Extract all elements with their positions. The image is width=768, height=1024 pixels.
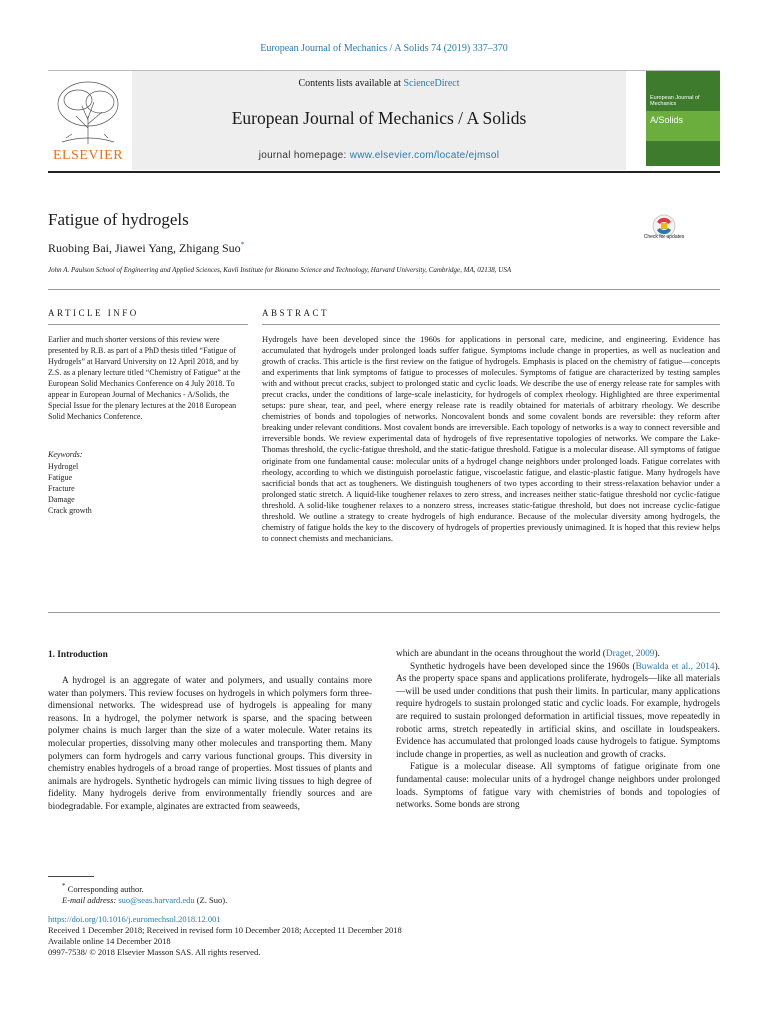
citation-link[interactable]: Draget, 2009 — [605, 649, 655, 659]
article-info-rule — [48, 324, 248, 325]
citation-link[interactable]: Buwalda et al., 2014 — [635, 661, 715, 672]
keywords-list — [48, 461, 92, 516]
article-info-heading: ARTICLE INFO — [48, 308, 139, 318]
article-metadata — [48, 914, 402, 958]
corresponding-author-mark[interactable]: * — [240, 240, 245, 249]
footnote-rule — [48, 876, 94, 877]
intro-right-column — [396, 648, 720, 812]
intro-left-column — [48, 675, 372, 814]
keyword-item: Crack growth — [48, 506, 92, 515]
article-title: Fatigue of hydrogels — [48, 210, 189, 229]
abstract-text: Hydrogels have been developed since the 1960s for applications in personal care, medicine, and engineering. Evidence has accumulated that hydrogels under prolonged loads suffer fatigue. Symptoms include change in properties, as well as nucleation and growth of cracks. This article is the first review on the fatigue of hydrogels. Emphasis is placed on the chemistry of fatigue—concepts and experiments that link symptoms of fatigue to processes of molecules. Symptoms of fatigue are characterized by testing samples with and without precut cracks, subject to prolonged static and cyclic loads. We describe the use of energy release rate for samples with precut cracks, under the conditions of large-scale inelasticity, for hydrogels of complex rheology. Highlighted are three experimental setups: pure shear, tear, and peel, where energy release rate is readily obtained for materials of arbitrary rheology. We describe chemistries of bonds and topologies of networks. Noncovalent bonds and some covalent bonds are reversible: they reform after breaking under relevant conditions. Most covalent bonds are irreversible. Each topology of networks is a way to connect reversible and irreversible bonds. We review experimental data of hydrogels of five representative topologies of networks. We compare the Lake-Thomas threshold, the cyclic-fatigue threshold, and the static-fatigue threshold. Fatigue is a molecular disease. All symptoms of fatigue originate from one fundamental cause: molecular units of a hydrogel change neighbors under prolonged loads. Fatigue correlates with rheology, according to which we distinguish poroelastic fatigue, viscoelastic fatigue, and elastic-plastic fatigue. Many hydrogels have sacrificial bonds that act as tougheners. We distinguish tougheners of two types according to their stress-relaxation behavior under a prolonged static stretch. A liquid-like toughener relaxes to zero stress, and increases neither static-fatigue threshold nor cyclic-fatigue threshold. A solid-like toughener relaxes to a nonzero stress, increases static-fatigue threshold, but does not increase cyclic-fatigue threshold. We outline a strategy to create hydrogels of high endurance. Because of the molecular diversity among hydrogels, the chemistry of fatigue holds the key to the discovery of hydrogels of properties previously unimagined. It is hoped that this review helps to connect chemists and mechanicians. — [262, 334, 720, 543]
crossmark-label: Check for updates — [643, 234, 685, 240]
footnotes — [48, 881, 227, 906]
header-bottom-rule — [48, 171, 720, 173]
homepage-link[interactable]: www.elsevier.com/locate/ejmsol — [349, 150, 500, 161]
email-link[interactable]: suo@seas.harvard.edu — [118, 894, 195, 905]
intro-paragraph: Fatigue is a molecular disease. All symptoms of fatigue originate from one fundamental cause: molecular units of a hydrogel change neighbors under prolonged loads. Symptoms of fatigue vary with chemistries of bonds and topologies of networks. Some bonds are strong — [396, 762, 720, 811]
keyword-item: Fracture — [48, 484, 75, 493]
crossmark-icon[interactable] — [646, 212, 682, 248]
sciencedirect-link[interactable]: ScienceDirect — [403, 78, 460, 89]
intro-paragraph: which are abundant in the oceans throughout the world (Draget, 2009). — [396, 649, 660, 659]
keyword-item: Hydrogel — [48, 462, 79, 471]
available-online: Available online 14 December 2018 — [48, 936, 171, 946]
intro-paragraph: Synthetic hydrogels have been developed since the 1960s (Buwalda et al., 2014). As the property space spans and applications proliferate, hydrogels—like all materials—will be used under conditions that push their limits. In particular, many applications require hydrogels to sustain prolonged static and cyclic loads. For example, hydrogels are required to sustain prolonged deformation in artificial tissues, move repeatedly in robotic arms, stretch repeatedly in artificial skins, and oscillate in loudspeakers. Evidence has accumulated that prolonged loads cause hydrogels to fatigue. Symptoms include change in properties, as well as nucleation and growth of cracks. — [396, 661, 720, 760]
abstract-rule — [262, 324, 720, 325]
keyword-item: Damage — [48, 495, 75, 504]
intro-paragraph: A hydrogel is an aggregate of water and polymers, and usually contains more water than polymers. This review focuses on hydrogels in which polymers form three-dimensional networks. The widespread use of hydrogels is appealing for many reasons. In a hydrogel, the polymer network is sparse, and the spacing between polymer chains is much larger than the size of a water molecule. Water retains its molecular properties, dissolving many other molecules and transporting them. Many polymers can form hydrogels and carry various functional groups. This diversity in chemistry enables hydrogels of a broad range of properties. Most tissues of plants and animals are hydrogels. Synthetic hydrogels can mimic living tissues to high degree of fidelity. Many hydrogels derive from environmentally friendly sources and are biodegradable. For example, alginates are extracted from seaweeds, — [48, 676, 372, 812]
keyword-item: Fatigue — [48, 473, 72, 482]
received-dates: Received 1 December 2018; Received in revised form 10 December 2018; Accepted 11 December 2018 — [48, 925, 402, 935]
elsevier-wordmark: ELSEVIER — [52, 148, 124, 163]
doi-link[interactable]: https://doi.org/10.1016/j.euromechsol.2018.12.001 — [48, 914, 221, 924]
journal-homepage: journal homepage: www.elsevier.com/locate/ejmsol — [258, 150, 500, 161]
cover-title: European Journal of Mechanics — [650, 95, 700, 107]
copyright: 0997-7538/ © 2018 Elsevier Masson SAS. All rights reserved. — [48, 947, 261, 957]
keywords-heading: Keywords: — [48, 450, 83, 459]
cover-subtitle: A/Solids — [650, 115, 684, 125]
journal-reference[interactable]: European Journal of Mechanics / A Solids 74 (2019) 337–370 — [260, 43, 508, 54]
journal-title: European Journal of Mechanics / A Solids — [231, 108, 527, 128]
journal-cover-thumbnail[interactable] — [646, 71, 720, 166]
email-note: E-mail address: suo@seas.harvard.edu (Z. Suo). — [62, 894, 228, 905]
abstract-heading: ABSTRACT — [262, 308, 330, 318]
article-info-note: Earlier and much shorter versions of this review were presented by R.B. as part of a PhD thesis titled “Fatigue of Hydrogels” at Harvard University on 12 April 2018, and by Z.S. as a plenary lecture titled “Chemistry of Fatigue” at the European Solid Mechanics Conference on 4 July 2018. To appear in European Journal of Mechanics - A/Solids, the Special Issue for the plenary lectures at the 2018 European Solid Mechanics Conference. — [48, 335, 241, 421]
abstract-bottom-rule — [48, 612, 720, 613]
author-list: Ruobing Bai, Jiawei Yang, Zhigang Suo* — [48, 240, 245, 255]
corresponding-author-note: * Corresponding author. — [62, 882, 144, 894]
section-heading-introduction: 1. Introduction — [48, 650, 108, 660]
contents-line: Contents lists available at ScienceDirect — [298, 78, 460, 89]
affiliation: John A. Paulson School of Engineering and Applied Sciences, Kavli Institute for Bionano Science and Technology, Harvard University, Cambridge, MA, 02138, USA — [48, 266, 512, 274]
title-divider — [48, 289, 720, 290]
